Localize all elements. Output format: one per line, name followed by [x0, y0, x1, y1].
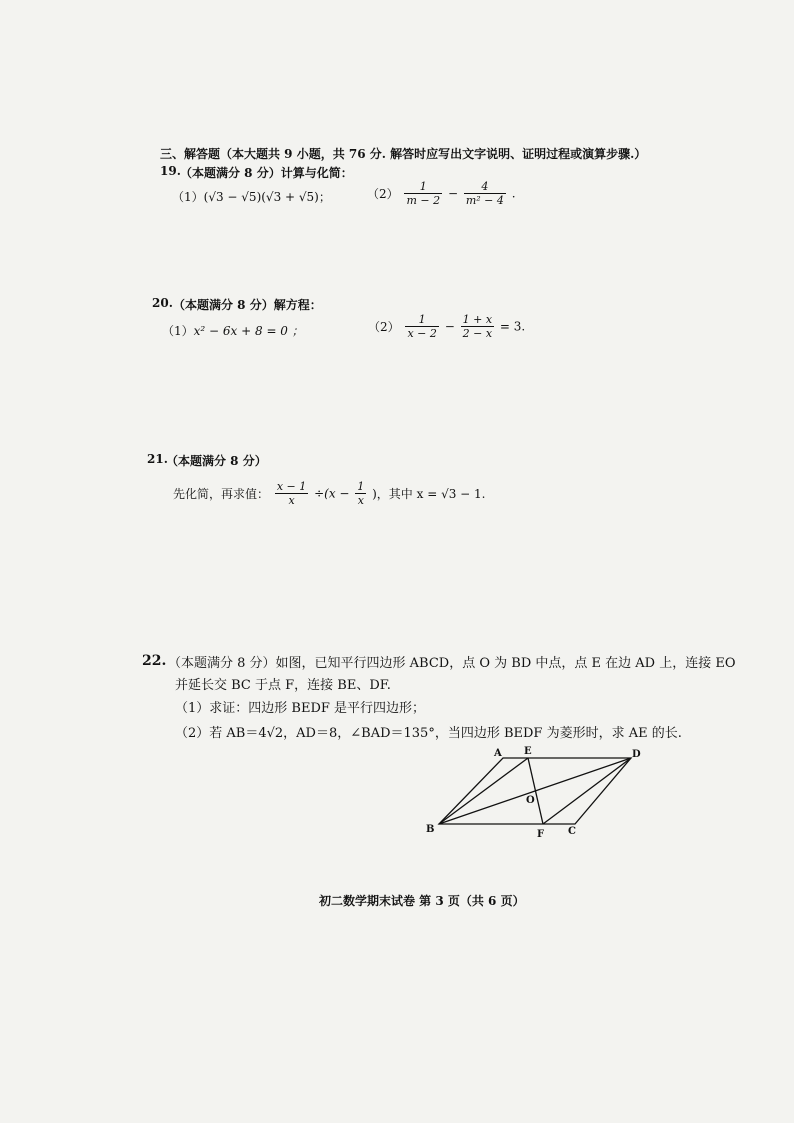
- q19-minus: −: [447, 186, 458, 201]
- q21-frac1-den: x: [288, 494, 295, 507]
- q21-frac1: [275, 480, 308, 507]
- q21-frac1-num: x − 1: [276, 480, 307, 493]
- q19-part2-end: .: [511, 186, 516, 201]
- q19-part2: [367, 180, 516, 207]
- q19-frac2-den: m² − 4: [465, 194, 504, 207]
- q21-op: ÷(x −: [314, 486, 350, 501]
- q20-part1-expr: x² − 6x + 8 = 0 ；: [193, 324, 304, 338]
- q19-number: 19.: [160, 164, 181, 178]
- label-a: A: [494, 748, 502, 759]
- q19-frac2: [464, 180, 506, 207]
- q21-text: 先化简，再求值：: [173, 487, 270, 501]
- q22-line2: 并延长交 BC 于点 F，连接 BE、DF.: [175, 678, 391, 693]
- section-header: 三、解答题（本大题共 9 小题，共 76 分. 解答时应写出文字说明、证明过程或演算步骤.）: [160, 147, 647, 161]
- q20-frac1: [405, 313, 438, 340]
- label-e: E: [524, 746, 532, 757]
- q20-part2: [368, 313, 525, 340]
- q20-part1: [162, 322, 304, 339]
- q20-frac1-den: x − 2: [407, 327, 437, 340]
- label-o: O: [526, 795, 535, 806]
- page-footer: 初二数学期末试卷 第 3 页（共 6 页）: [319, 894, 525, 908]
- q19-frac1-den: m − 2: [406, 194, 441, 207]
- q20-part1-label: （1）: [162, 324, 194, 338]
- q19-part1-expr: (√3 − √5)(√3 + √5): [203, 190, 319, 204]
- q20-part2-label: （2）: [368, 320, 400, 334]
- q22-part1: （1）求证：四边形 BEDF 是平行四边形；: [175, 701, 426, 716]
- segment-ef: [528, 758, 543, 824]
- q21-frac2-den: x: [357, 494, 364, 507]
- q22-number: 22.: [142, 653, 167, 669]
- q21-number: 21.: [147, 452, 168, 466]
- parallelogram-figure: [410, 742, 650, 842]
- q20-frac2-num: 1 + x: [462, 313, 493, 326]
- q21-body: [173, 480, 486, 507]
- q19-part2-label: （2）: [367, 187, 399, 201]
- q22-line1: （本题满分 8 分）如图，已知平行四边形 ABCD，点 O 为 BD 中点，点 E 在边 AD 上，连接 EO: [168, 656, 736, 671]
- label-b: B: [426, 824, 435, 835]
- q20-frac2: [461, 313, 494, 340]
- q21-close: )，其中 x = √3 − 1.: [372, 487, 486, 501]
- q20-intro: （本题满分 8 分）解方程：: [173, 298, 322, 312]
- q19-frac2-num: 4: [464, 180, 506, 194]
- q21-frac2-num: 1: [357, 480, 365, 493]
- q20-rhs: = 3.: [499, 319, 526, 334]
- q20-minus: −: [444, 319, 455, 334]
- segment-df: [543, 758, 631, 824]
- label-f: F: [537, 829, 545, 840]
- q19-frac1: [404, 180, 442, 207]
- q19-intro: （本题满分 8 分）计算与化简：: [180, 166, 353, 180]
- q21-intro: （本题满分 8 分）: [166, 454, 267, 468]
- q22-part2: （2）若 AB＝4√2，AD＝8，∠BAD＝135°，当四边形 BEDF 为菱形时，求 AE 的长.: [175, 726, 682, 741]
- q21-frac2: [355, 480, 366, 507]
- q20-frac2-den: 2 − x: [462, 327, 493, 340]
- q19-frac1-num: 1: [404, 180, 442, 194]
- q19-part1-end: ；: [318, 190, 331, 204]
- q19-part1: [172, 188, 331, 205]
- label-d: D: [632, 749, 641, 760]
- q20-frac1-num: 1: [405, 313, 438, 327]
- segment-be: [439, 758, 528, 824]
- q20-number: 20.: [152, 296, 173, 310]
- q19-part1-label: （1）: [172, 190, 204, 204]
- label-c: C: [568, 826, 576, 837]
